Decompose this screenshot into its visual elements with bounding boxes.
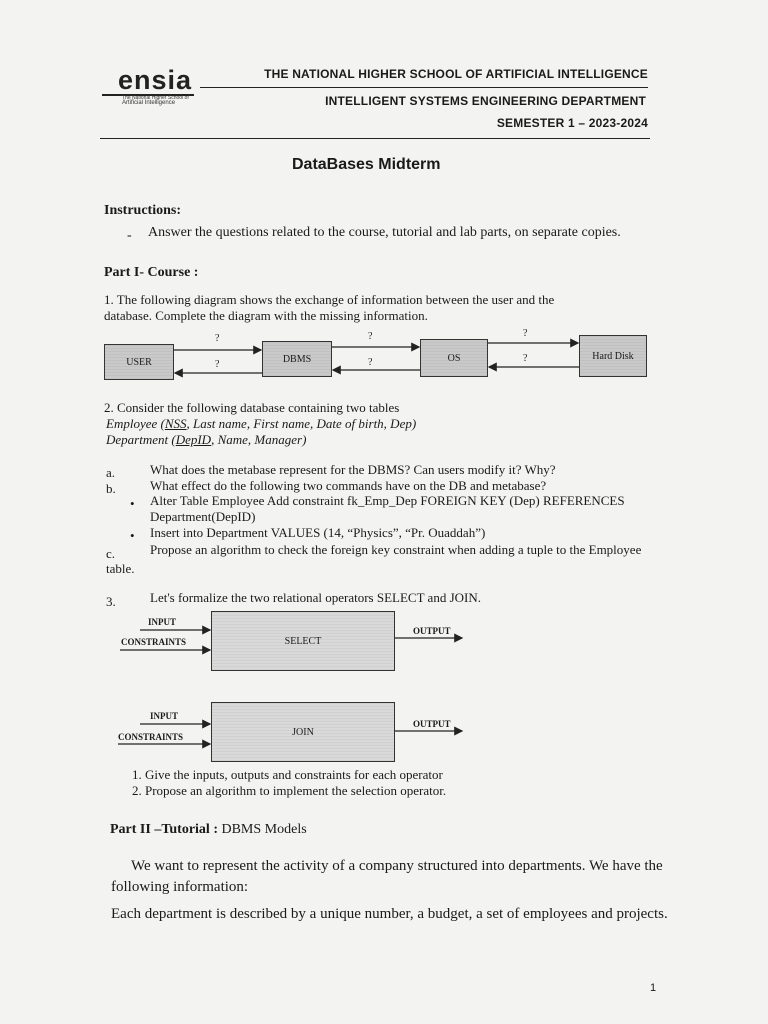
diagram-box-dbms: DBMS: [262, 341, 332, 377]
join-constraints-label: CONSTRAINTS: [118, 732, 184, 742]
q2-intro: 2. Consider the following database containing two tables: [104, 400, 400, 415]
q3-text: Let's formalize the two relational operators SELECT and JOIN.: [150, 590, 481, 605]
department-name: INTELLIGENT SYSTEMS ENGINEERING DEPARTMENT: [325, 94, 646, 108]
employee-schema: Employee (NSS, Last name, First name, Date of birth, Dep): [106, 416, 417, 431]
cmd1-line1: Alter Table Employee Add constraint fk_Emp_Dep FOREIGN KEY (Dep) REFERENCES: [150, 493, 625, 508]
qc-label: c.: [106, 546, 116, 561]
part2-paragraph2: Each department is described by a unique number, a budget, a set of employees and projects.: [111, 906, 668, 922]
qa-text: What does the metabase represent for the DBMS? Can users modify it? Why?: [150, 462, 556, 477]
part2-heading: Part II –Tutorial : DBMS Models: [110, 822, 307, 837]
instructions-heading: Instructions:: [104, 203, 182, 218]
logo-subtitle: The National Higher School of Artificial Intelligence: [122, 95, 189, 106]
q1-line1: 1. The following diagram shows the exchange of information between the user and the: [104, 292, 555, 307]
sub-question-2: 2. Propose an algorithm to implement the selection operator.: [132, 783, 447, 798]
cmd2-text: Insert into Department VALUES (14, “Physics”, “Pr. Ouaddah”): [150, 525, 486, 540]
logo-text: ensia: [118, 65, 193, 95]
unknown-os-to-disk: ?: [523, 328, 528, 339]
part2-paragraph-line2: following information:: [111, 879, 249, 895]
school-name: THE NATIONAL HIGHER SCHOOL OF ARTIFICIAL INTELLIGENCE: [264, 67, 648, 81]
select-constraints-label: CONSTRAINTS: [121, 637, 187, 647]
qb-label: b.: [106, 481, 116, 496]
qb-text: What effect do the following two commands have on the DB and metabase?: [150, 478, 547, 493]
part2-paragraph-line1: We want to represent the activity of a company structured into departments. We have the: [131, 858, 663, 874]
sub-question-1: 1. Give the inputs, outputs and constraints for each operator: [132, 767, 443, 782]
part1-heading: Part I- Course :: [104, 265, 199, 280]
join-box: JOIN: [211, 702, 395, 762]
unknown-user-to-dbms: ?: [215, 333, 220, 344]
join-output-label: OUTPUT: [413, 719, 451, 729]
cmd2-bullet: •: [130, 528, 135, 543]
cmd1-bullet: •: [130, 496, 135, 511]
cmd1-line2: Department(DepID): [150, 509, 256, 524]
unknown-disk-to-os: ?: [523, 353, 528, 364]
select-output-label: OUTPUT: [413, 626, 451, 636]
unknown-dbms-to-user: ?: [215, 359, 220, 370]
instructions-text: Answer the questions related to the course, tutorial and lab parts, on separate copies.: [148, 225, 621, 240]
diagram-box-user: USER: [104, 344, 174, 380]
page-number: 1: [650, 982, 657, 994]
page-title: DataBases Midterm: [292, 156, 441, 173]
department-schema: Department (DepID, Name, Manager): [106, 432, 307, 447]
diagram-box-os: OS: [420, 339, 488, 377]
q3-label: 3.: [106, 594, 116, 609]
unknown-os-to-dbms: ?: [368, 357, 373, 368]
semester-label: SEMESTER 1 – 2023-2024: [496, 116, 648, 130]
q1-line2: database. Complete the diagram with the missing information.: [104, 308, 428, 323]
select-box: SELECT: [211, 611, 395, 671]
select-input-label: INPUT: [148, 617, 177, 627]
qc-continuation: table.: [106, 561, 135, 576]
qa-label: a.: [106, 465, 116, 480]
join-input-label: INPUT: [150, 711, 179, 721]
instructions-dash: -: [127, 228, 132, 243]
diagram-box-hard-disk: Hard Disk: [579, 335, 647, 377]
qc-text: Propose an algorithm to check the foreign key constraint when adding a tuple to the Employee: [150, 542, 642, 557]
unknown-dbms-to-os: ?: [368, 331, 373, 342]
